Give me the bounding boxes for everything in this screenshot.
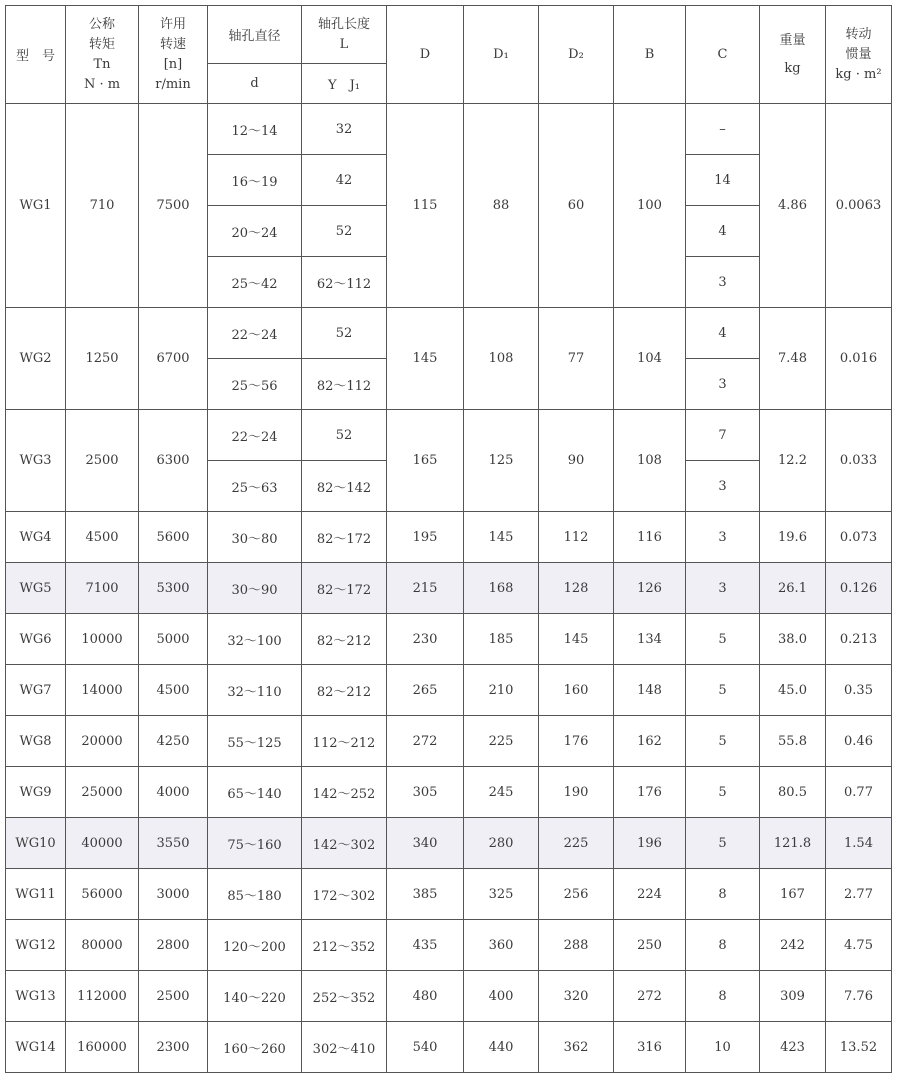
bore-length-cell: 172～302 — [302, 869, 387, 920]
C-cell: 8 — [686, 971, 760, 1022]
bore-diameter-cell: 75～160 — [208, 818, 302, 869]
speed-cell: 5000 — [139, 614, 208, 665]
inertia-cell: 0.77 — [826, 767, 892, 818]
bore-diameter-cell: 22～24 — [208, 308, 302, 359]
B-header: B — [614, 6, 686, 104]
bore-diameter-cell: 25～42 — [208, 257, 302, 308]
inertia-cell: 0.213 — [826, 614, 892, 665]
weight-cell: 55.8 — [760, 716, 826, 767]
bore-diameter-cell: 20～24 — [208, 206, 302, 257]
bore-length-cell: 52 — [302, 410, 387, 461]
speed-cell: 2500 — [139, 971, 208, 1022]
model-cell: WG3 — [6, 410, 66, 512]
D-cell: 230 — [387, 614, 464, 665]
bore-diameter-cell: 22～24 — [208, 410, 302, 461]
model-cell: WG2 — [6, 308, 66, 410]
bore-length-cell: 82～172 — [302, 512, 387, 563]
table-row — [6, 614, 892, 665]
D1-header: D₁ — [464, 6, 539, 104]
D1-cell: 125 — [464, 410, 539, 512]
D-header: D — [387, 6, 464, 104]
inertia-cell: 0.0063 — [826, 104, 892, 308]
bore-length-cell: 42 — [302, 155, 387, 206]
model-cell: WG11 — [6, 869, 66, 920]
torque-cell: 1250 — [66, 308, 139, 410]
model-cell: WG12 — [6, 920, 66, 971]
bore-length-cell: 82～112 — [302, 359, 387, 410]
torque-cell: 25000 — [66, 767, 139, 818]
torque-cell: 10000 — [66, 614, 139, 665]
B-cell: 116 — [614, 512, 686, 563]
D2-cell: 60 — [539, 104, 614, 308]
table-row — [6, 665, 892, 716]
bore-diameter-cell: 32～100 — [208, 614, 302, 665]
D1-cell: 108 — [464, 308, 539, 410]
bore-length-cell: 82～212 — [302, 614, 387, 665]
D-cell: 340 — [387, 818, 464, 869]
bore-diameter-cell: 25～56 — [208, 359, 302, 410]
table-header — [6, 6, 892, 104]
table-row — [6, 308, 892, 359]
bore-diameter-cell: 30～90 — [208, 563, 302, 614]
weight-cell: 38.0 — [760, 614, 826, 665]
inertia-cell: 0.35 — [826, 665, 892, 716]
D1-cell: 185 — [464, 614, 539, 665]
bore-diameter-cell: 140～220 — [208, 971, 302, 1022]
model-cell: WG10 — [6, 818, 66, 869]
C-cell: 5 — [686, 665, 760, 716]
D2-cell: 288 — [539, 920, 614, 971]
D-cell: 115 — [387, 104, 464, 308]
torque-cell: 14000 — [66, 665, 139, 716]
B-cell: 162 — [614, 716, 686, 767]
coupling-spec-table — [5, 5, 892, 1073]
table-row — [6, 869, 892, 920]
speed-cell: 2800 — [139, 920, 208, 971]
B-cell: 126 — [614, 563, 686, 614]
D2-cell: 77 — [539, 308, 614, 410]
torque-cell: 40000 — [66, 818, 139, 869]
model-header: 型 号 — [6, 6, 66, 104]
weight-cell: 45.0 — [760, 665, 826, 716]
model-cell: WG9 — [6, 767, 66, 818]
weight-cell: 4.86 — [760, 104, 826, 308]
model-cell: WG13 — [6, 971, 66, 1022]
torque-cell: 80000 — [66, 920, 139, 971]
D2-cell: 145 — [539, 614, 614, 665]
bore-length-cell: 82～172 — [302, 563, 387, 614]
torque-cell: 160000 — [66, 1022, 139, 1073]
weight-cell: 309 — [760, 971, 826, 1022]
torque-cell: 4500 — [66, 512, 139, 563]
model-cell: WG6 — [6, 614, 66, 665]
C-cell: 10 — [686, 1022, 760, 1073]
bore-diameter-cell: 16～19 — [208, 155, 302, 206]
weight-cell: 242 — [760, 920, 826, 971]
torque-cell: 20000 — [66, 716, 139, 767]
B-cell: 250 — [614, 920, 686, 971]
bore-length-cell: 302～410 — [302, 1022, 387, 1073]
inertia-cell: 0.073 — [826, 512, 892, 563]
bore-diameter-cell: 12～14 — [208, 104, 302, 155]
bore-length-cell: 52 — [302, 206, 387, 257]
speed-cell: 7500 — [139, 104, 208, 308]
D-cell: 540 — [387, 1022, 464, 1073]
table-row — [6, 920, 892, 971]
D2-cell: 190 — [539, 767, 614, 818]
weight-cell: 7.48 — [760, 308, 826, 410]
bore-diameter-cell: 32～110 — [208, 665, 302, 716]
C-cell: 4 — [686, 308, 760, 359]
table-row — [6, 716, 892, 767]
D-cell: 385 — [387, 869, 464, 920]
torque-cell: 112000 — [66, 971, 139, 1022]
B-cell: 224 — [614, 869, 686, 920]
B-cell: 134 — [614, 614, 686, 665]
bore-diameter-cell: 25～63 — [208, 461, 302, 512]
bore-length-cell: 52 — [302, 308, 387, 359]
speed-cell: 4500 — [139, 665, 208, 716]
D1-cell: 210 — [464, 665, 539, 716]
bore-length-cell: 112～212 — [302, 716, 387, 767]
C-cell: 3 — [686, 359, 760, 410]
D1-cell: 245 — [464, 767, 539, 818]
D-cell: 195 — [387, 512, 464, 563]
D-cell: 165 — [387, 410, 464, 512]
table-row — [6, 563, 892, 614]
model-cell: WG5 — [6, 563, 66, 614]
weight-cell: 26.1 — [760, 563, 826, 614]
D2-cell: 225 — [539, 818, 614, 869]
inertia-cell: 2.77 — [826, 869, 892, 920]
B-cell: 100 — [614, 104, 686, 308]
B-cell: 148 — [614, 665, 686, 716]
C-cell: 14 — [686, 155, 760, 206]
weight-cell: 12.2 — [760, 410, 826, 512]
D-cell: 265 — [387, 665, 464, 716]
C-cell: – — [686, 104, 760, 155]
D-cell: 435 — [387, 920, 464, 971]
bore-length-cell: 142～252 — [302, 767, 387, 818]
D2-cell: 176 — [539, 716, 614, 767]
speed-cell: 5300 — [139, 563, 208, 614]
D-cell: 145 — [387, 308, 464, 410]
D2-cell: 112 — [539, 512, 614, 563]
speed-cell: 5600 — [139, 512, 208, 563]
inertia-header: 转动 惯量 kg · m² — [826, 6, 892, 104]
inertia-cell: 0.126 — [826, 563, 892, 614]
D2-cell: 320 — [539, 971, 614, 1022]
C-cell: 5 — [686, 614, 760, 665]
D1-cell: 360 — [464, 920, 539, 971]
weight-cell: 121.8 — [760, 818, 826, 869]
table-row — [6, 971, 892, 1022]
speed-cell: 6300 — [139, 410, 208, 512]
B-cell: 272 — [614, 971, 686, 1022]
D1-cell: 225 — [464, 716, 539, 767]
speed-cell: 3550 — [139, 818, 208, 869]
C-cell: 8 — [686, 869, 760, 920]
table-row — [6, 410, 892, 461]
C-cell: 3 — [686, 257, 760, 308]
speed-cell: 3000 — [139, 869, 208, 920]
D-cell: 305 — [387, 767, 464, 818]
bore-diameter-cell: 55～125 — [208, 716, 302, 767]
D1-cell: 400 — [464, 971, 539, 1022]
model-cell: WG8 — [6, 716, 66, 767]
D2-header: D₂ — [539, 6, 614, 104]
weight-header: 重量 kg — [760, 6, 826, 104]
bore-length-cell: 82～142 — [302, 461, 387, 512]
D1-cell: 88 — [464, 104, 539, 308]
D2-cell: 90 — [539, 410, 614, 512]
bore-length-cell: 252～352 — [302, 971, 387, 1022]
C-cell: 5 — [686, 716, 760, 767]
bore-length-cell: 142～302 — [302, 818, 387, 869]
bore-diameter-subheader: d — [208, 64, 302, 104]
bore-diameter-cell: 85～180 — [208, 869, 302, 920]
C-cell: 3 — [686, 512, 760, 563]
B-cell: 316 — [614, 1022, 686, 1073]
table-row — [6, 767, 892, 818]
speed-cell: 2300 — [139, 1022, 208, 1073]
bore-diameter-cell: 160～260 — [208, 1022, 302, 1073]
B-cell: 176 — [614, 767, 686, 818]
speed-cell: 4000 — [139, 767, 208, 818]
inertia-cell: 0.46 — [826, 716, 892, 767]
bore-length-cell: 212～352 — [302, 920, 387, 971]
weight-cell: 19.6 — [760, 512, 826, 563]
D2-cell: 256 — [539, 869, 614, 920]
bore-diameter-cell: 30～80 — [208, 512, 302, 563]
B-cell: 196 — [614, 818, 686, 869]
bore-length-cell: 62～112 — [302, 257, 387, 308]
model-cell: WG1 — [6, 104, 66, 308]
C-cell: 5 — [686, 818, 760, 869]
inertia-cell: 1.54 — [826, 818, 892, 869]
table-row — [6, 818, 892, 869]
C-cell: 7 — [686, 410, 760, 461]
D2-cell: 160 — [539, 665, 614, 716]
D-cell: 272 — [387, 716, 464, 767]
weight-cell: 423 — [760, 1022, 826, 1073]
bore-length-cell: 32 — [302, 104, 387, 155]
table-body — [6, 104, 892, 1073]
inertia-cell: 4.75 — [826, 920, 892, 971]
D2-cell: 362 — [539, 1022, 614, 1073]
torque-cell: 7100 — [66, 563, 139, 614]
C-cell: 4 — [686, 206, 760, 257]
weight-cell: 167 — [760, 869, 826, 920]
D-cell: 480 — [387, 971, 464, 1022]
model-cell: WG14 — [6, 1022, 66, 1073]
speed-cell: 4250 — [139, 716, 208, 767]
torque-cell: 2500 — [66, 410, 139, 512]
inertia-cell: 7.76 — [826, 971, 892, 1022]
bore-diameter-cell: 65～140 — [208, 767, 302, 818]
table-row — [6, 104, 892, 155]
speed-header: 许用 转速 [n] r/min — [139, 6, 208, 104]
inertia-cell: 13.52 — [826, 1022, 892, 1073]
table-row — [6, 1022, 892, 1073]
weight-cell: 80.5 — [760, 767, 826, 818]
model-cell: WG4 — [6, 512, 66, 563]
D1-cell: 440 — [464, 1022, 539, 1073]
bore-diameter-cell: 120～200 — [208, 920, 302, 971]
table-row — [6, 512, 892, 563]
C-header: C — [686, 6, 760, 104]
model-cell: WG7 — [6, 665, 66, 716]
speed-cell: 6700 — [139, 308, 208, 410]
bore-length-header: 轴孔长度 L — [302, 6, 387, 64]
C-cell: 3 — [686, 461, 760, 512]
C-cell: 5 — [686, 767, 760, 818]
torque-cell: 710 — [66, 104, 139, 308]
D1-cell: 325 — [464, 869, 539, 920]
bore-diameter-header: 轴孔直径 — [208, 6, 302, 64]
inertia-cell: 0.033 — [826, 410, 892, 512]
C-cell: 3 — [686, 563, 760, 614]
D2-cell: 128 — [539, 563, 614, 614]
torque-header: 公称 转矩 Tn N · m — [66, 6, 139, 104]
B-cell: 104 — [614, 308, 686, 410]
bore-length-subheader: Y J₁ — [302, 64, 387, 104]
bore-length-cell: 82～212 — [302, 665, 387, 716]
C-cell: 8 — [686, 920, 760, 971]
torque-cell: 56000 — [66, 869, 139, 920]
D1-cell: 145 — [464, 512, 539, 563]
B-cell: 108 — [614, 410, 686, 512]
inertia-cell: 0.016 — [826, 308, 892, 410]
D1-cell: 280 — [464, 818, 539, 869]
D-cell: 215 — [387, 563, 464, 614]
D1-cell: 168 — [464, 563, 539, 614]
